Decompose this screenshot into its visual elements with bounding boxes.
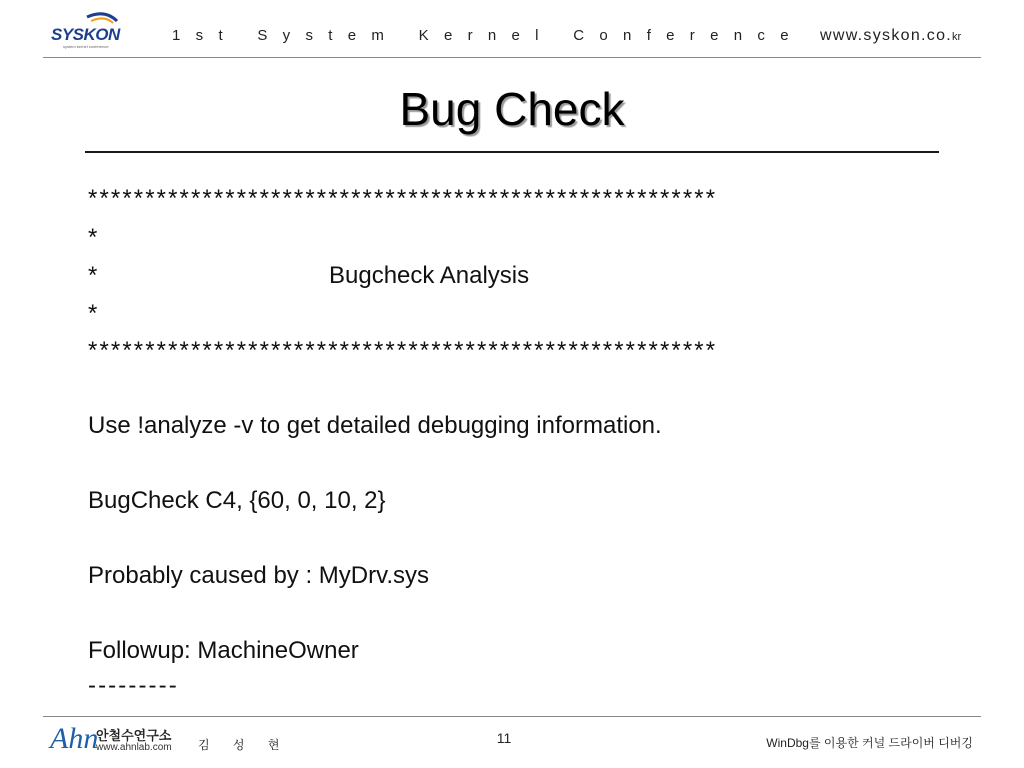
probable-cause: Probably caused by : MyDrv.sys bbox=[88, 562, 430, 589]
dash-separator: --------- bbox=[88, 672, 179, 699]
ahnlab-name: 안철수연구소 bbox=[96, 728, 172, 743]
ahnlab-mark: Ahn bbox=[50, 722, 99, 755]
page-number: 11 bbox=[496, 730, 512, 746]
deck-title: WinDbg를 이용한 커널 드라이버 디버깅 bbox=[766, 736, 973, 750]
title-underline bbox=[85, 151, 939, 153]
stars-line-bottom: ******************************************************* bbox=[88, 337, 718, 364]
logo-tagline: system kernel conference bbox=[63, 44, 109, 49]
footer-divider bbox=[43, 716, 981, 717]
slide-title: Bug Check bbox=[399, 83, 625, 135]
url-main: www.syskon.co. bbox=[820, 27, 953, 44]
bugcheck-analysis-heading: Bugcheck Analysis bbox=[329, 262, 530, 289]
logo-text: SYSKON bbox=[51, 25, 120, 44]
conference-url bbox=[820, 27, 961, 45]
star-line: * bbox=[88, 300, 98, 327]
author-name: 김 성 현 bbox=[198, 738, 290, 752]
syskon-logo bbox=[47, 11, 125, 49]
ahnlab-url: www.ahnlab.com bbox=[96, 742, 172, 753]
conference-name: 1st System Kernel Conference bbox=[172, 27, 804, 44]
stars-line-top: ******************************************************* bbox=[88, 185, 718, 212]
star-line: * bbox=[88, 224, 98, 251]
analyze-hint: Use !analyze -v to get detailed debugging information. bbox=[88, 412, 662, 439]
header-divider bbox=[43, 57, 981, 58]
star-line: * bbox=[88, 262, 98, 289]
followup: Followup: MachineOwner bbox=[88, 637, 359, 664]
url-suffix: kr bbox=[952, 31, 962, 43]
slide-header bbox=[0, 0, 1024, 60]
bugcheck-code: BugCheck C4, {60, 0, 10, 2} bbox=[88, 487, 386, 514]
